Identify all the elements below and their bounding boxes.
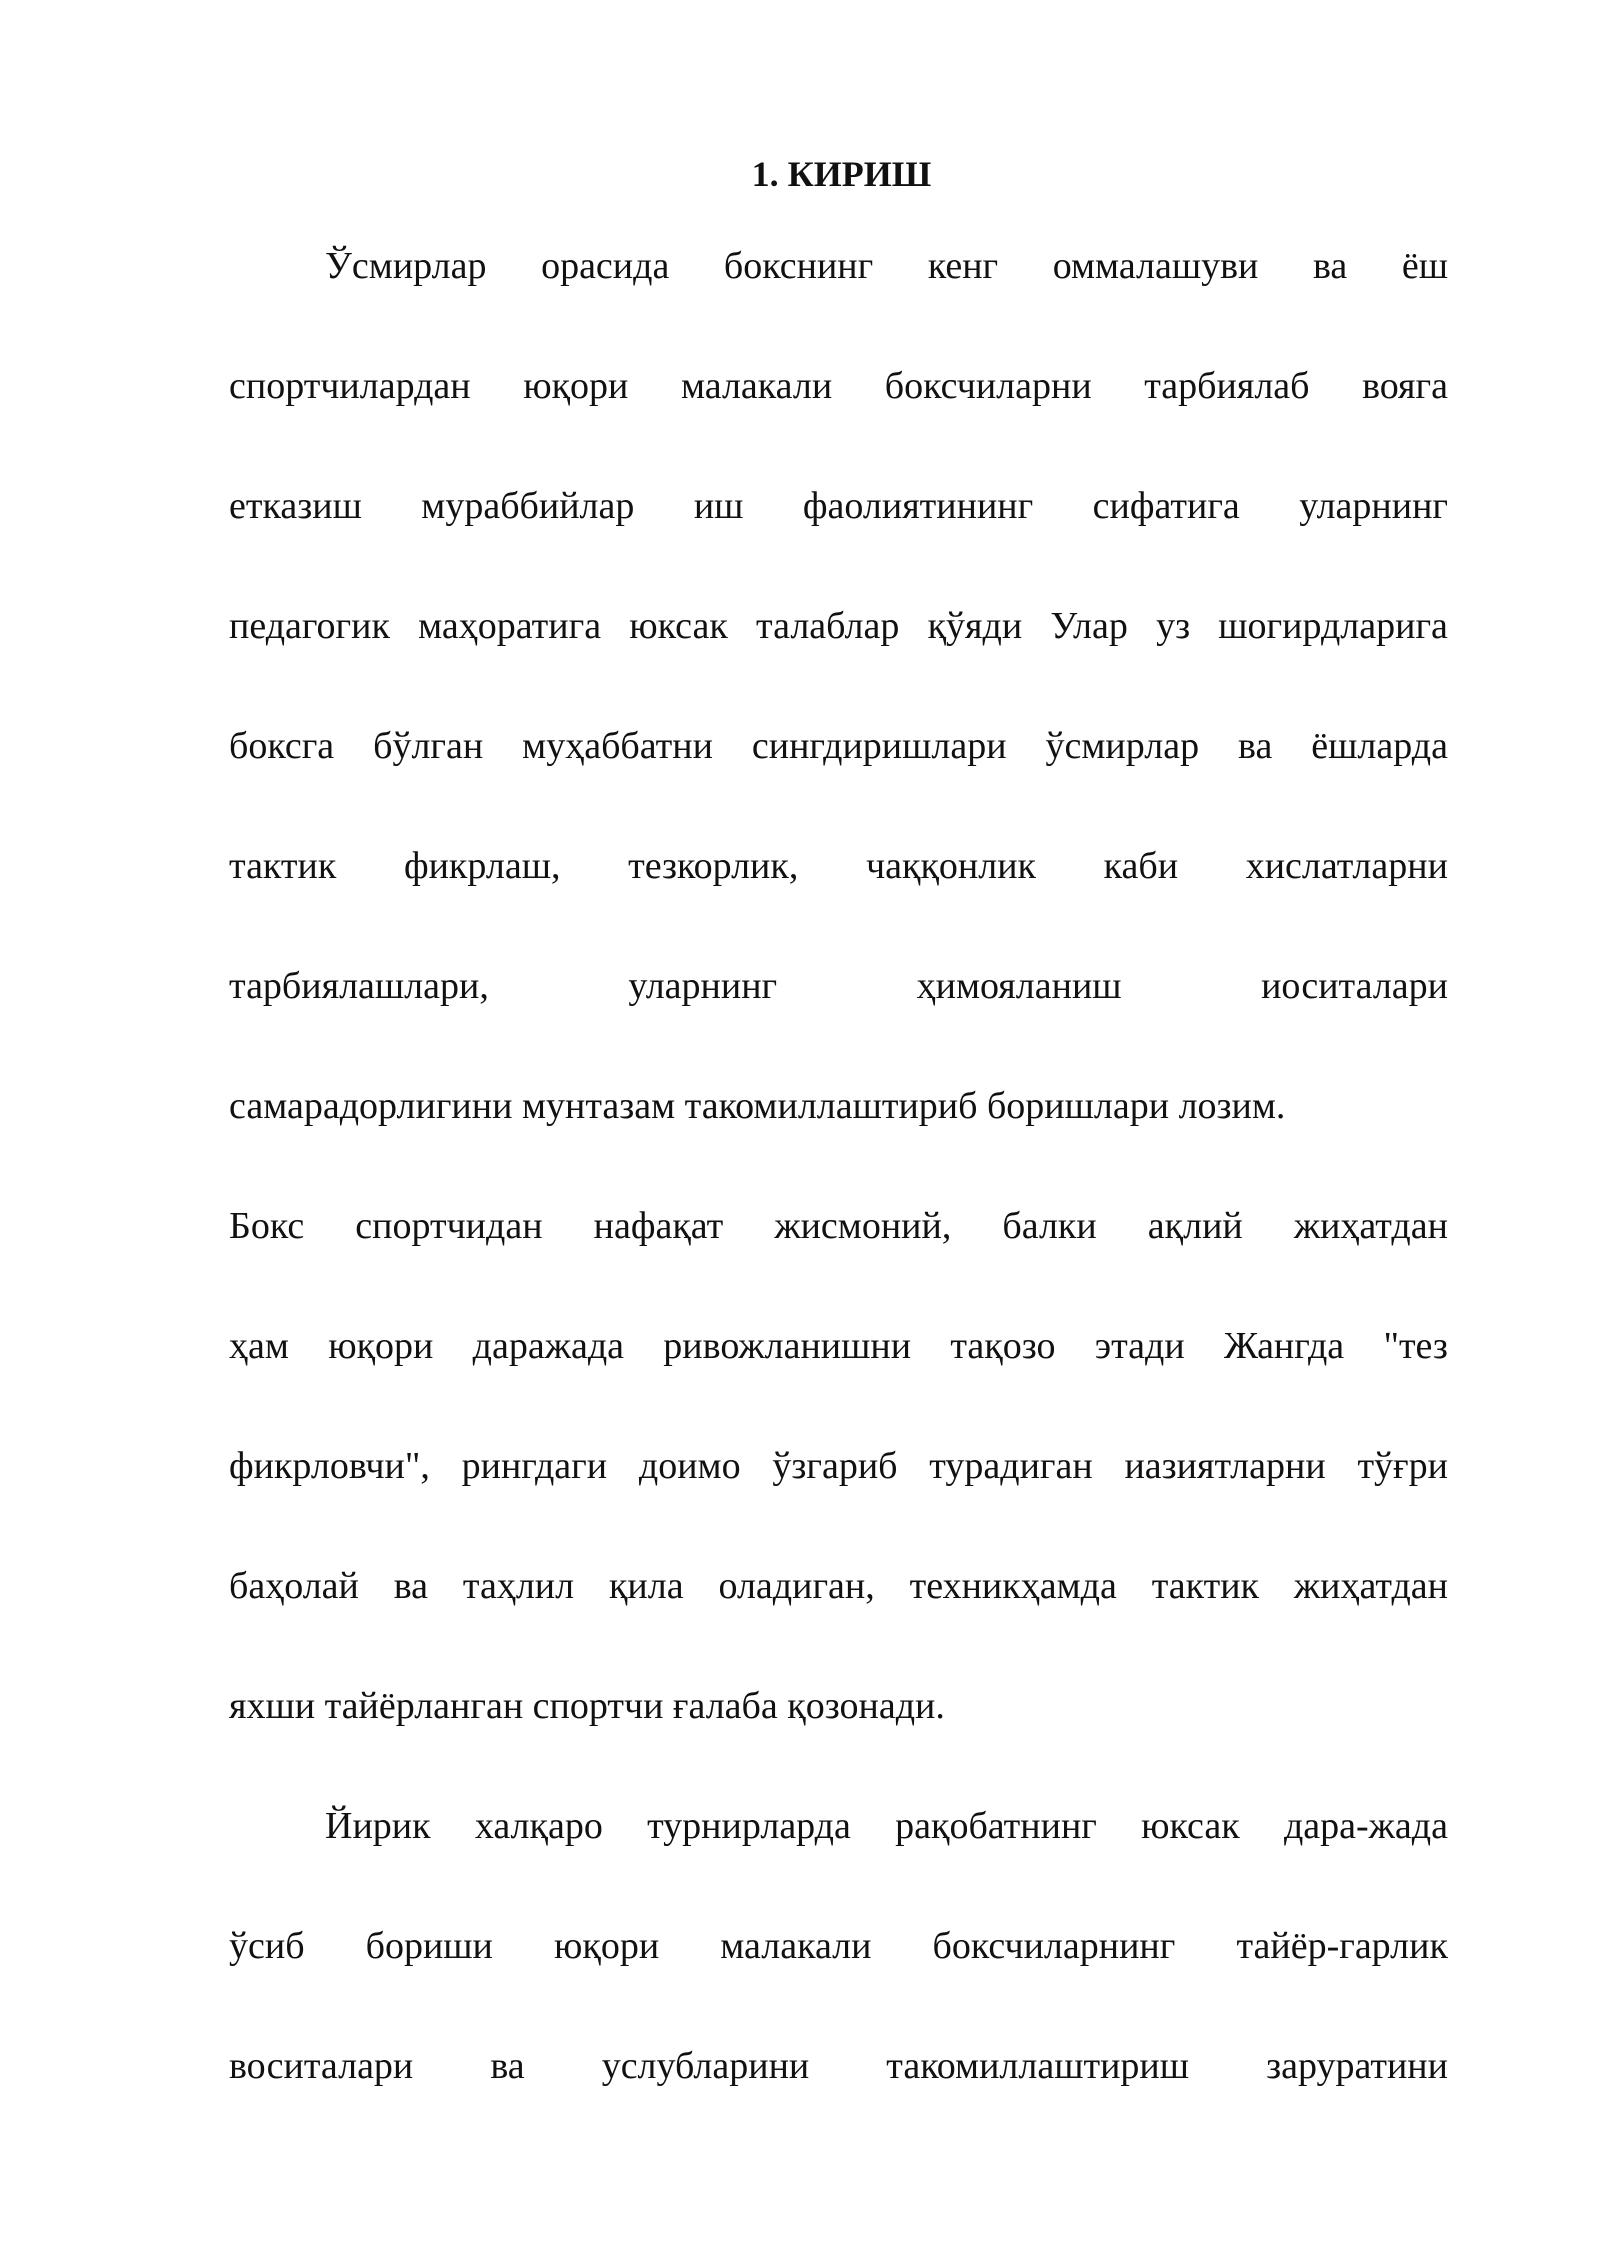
word: боксга [229, 725, 335, 767]
word: иазиятларни [1124, 1445, 1326, 1487]
word: фикрлаш, [403, 845, 561, 887]
word: бориши [365, 1925, 493, 1967]
word: Жангда [1223, 1325, 1345, 1367]
word: тактик [1151, 1565, 1260, 1607]
word: тезкорлик, [628, 845, 799, 887]
word: нафақат [593, 1205, 724, 1247]
word: ривожланишни [663, 1325, 912, 1367]
word: "тез [1383, 1325, 1448, 1367]
word: боксчиларни [884, 365, 1092, 407]
word: Улар [1050, 605, 1128, 647]
text-line [229, 236, 1448, 356]
word: боксчиларнинг [932, 1925, 1176, 1967]
body-text [229, 236, 1448, 2156]
word: техникҳамда [909, 1565, 1117, 1607]
word: қила [608, 1565, 684, 1607]
word: балки [1002, 1205, 1097, 1247]
text-line: яхши тайёрланган спортчи ғалаба қозонади. [229, 1685, 945, 1727]
word: ўзгариб [772, 1445, 898, 1487]
word: уларнинг [1299, 485, 1448, 527]
word: этади [1094, 1325, 1185, 1367]
word: уз [1156, 605, 1191, 647]
word: ёшларда [1311, 725, 1448, 767]
word: кенг [927, 245, 999, 287]
word: ва [1238, 725, 1273, 767]
text-line [229, 836, 1448, 956]
word: юқори [328, 1325, 434, 1367]
word: шогирдларига [1218, 605, 1448, 647]
word: оладиган, [718, 1565, 875, 1607]
word: талаблар [756, 605, 900, 647]
text-line: самарадорлигини мунтазам такомиллаштириб боришлари лозим. [229, 1085, 1286, 1127]
word: маҳоратига [418, 605, 602, 647]
word: фаолиятининг [802, 485, 1034, 527]
word: жисмоний, [774, 1205, 952, 1247]
word: баҳолай [229, 1565, 359, 1607]
word: ўсмирлар [1045, 725, 1200, 767]
word: халқаро [474, 1805, 603, 1847]
word: етказиш [229, 485, 362, 527]
word: услубларини [601, 2045, 810, 2087]
word: хислатларни [1245, 845, 1448, 887]
word: малакали [720, 1925, 872, 1967]
word: бокснинг [723, 245, 874, 287]
word: бўлган [373, 725, 484, 767]
text-line [229, 1436, 1448, 1556]
text-line [229, 1316, 1448, 1436]
word: ҳимояланиш [916, 965, 1122, 1007]
word: педагогик [229, 605, 390, 647]
word: турадиган [929, 1445, 1093, 1487]
word: тўғри [1357, 1445, 1448, 1487]
text-line [229, 716, 1448, 836]
word: иоситалари [1261, 965, 1448, 1007]
word: спортчилардан [229, 365, 471, 407]
word: оммалашуви [1052, 245, 1259, 287]
word: сингдиришлари [751, 725, 1007, 767]
word: заруратини [1266, 2045, 1448, 2087]
word: чаққонлик [866, 845, 1036, 887]
text-line [229, 1556, 1448, 1676]
word: юксак [629, 605, 728, 647]
word: юқори [553, 1925, 660, 1967]
word: ўсиб [229, 1925, 305, 1967]
text-line [229, 1916, 1448, 2036]
word: қўяди [927, 605, 1023, 647]
word: воситалари [229, 2045, 414, 2087]
word: ҳам [229, 1325, 289, 1367]
word: Ўсмирлар [325, 245, 487, 287]
word: ва [1312, 245, 1348, 287]
word: юқори [523, 365, 629, 407]
word: тактик [229, 845, 337, 887]
word: тақозо [950, 1325, 1056, 1367]
text-line [229, 1196, 1448, 1316]
word: уларнинг [628, 965, 778, 1007]
text-line [229, 476, 1448, 596]
word: рақобатнинг [895, 1805, 1097, 1847]
word: иш [693, 485, 744, 527]
word: мураббийлар [421, 485, 635, 527]
word: ва [490, 2045, 525, 2087]
word: фикрловчи", [229, 1445, 430, 1487]
word: жиҳатдан [1293, 1205, 1448, 1247]
word: турнирларда [647, 1805, 851, 1847]
word: Йирик [325, 1805, 431, 1847]
section-heading: 1. КИРИШ [751, 154, 932, 194]
word: вояга [1362, 365, 1448, 407]
word: малакали [680, 365, 833, 407]
text-line [229, 356, 1448, 476]
word: даражада [472, 1325, 625, 1367]
text-line [229, 1796, 1448, 1916]
word: жиҳатдан [1293, 1565, 1448, 1607]
word: Бокс [229, 1205, 305, 1247]
word: ақлий [1147, 1205, 1243, 1247]
text-line [229, 956, 1448, 1076]
word: доимо [638, 1445, 741, 1487]
word: тарбиялашлари, [229, 965, 489, 1007]
word: муҳаббатни [522, 725, 713, 767]
word: тайёр-гарлик [1236, 1925, 1448, 1967]
word: ёш [1401, 245, 1448, 287]
word: рингдаги [461, 1445, 608, 1487]
word: орасида [541, 245, 670, 287]
text-line [229, 2036, 1448, 2156]
word: тарбиялаб [1144, 365, 1310, 407]
word: юксак [1141, 1805, 1240, 1847]
word: дара-жада [1283, 1805, 1448, 1847]
word: таҳлил [462, 1565, 575, 1607]
word: спортчидан [355, 1205, 543, 1247]
word: каби [1103, 845, 1179, 887]
word: такомиллаштириш [886, 2045, 1190, 2087]
text-line [229, 596, 1448, 716]
word: ва [393, 1565, 429, 1607]
word: сифатига [1092, 485, 1240, 527]
